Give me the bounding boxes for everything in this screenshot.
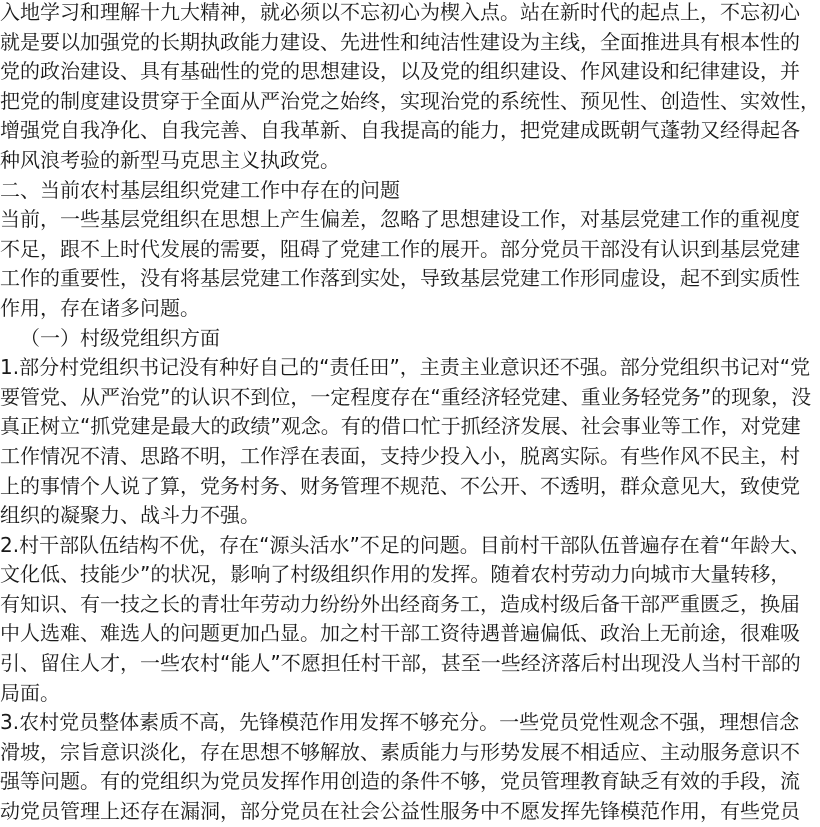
paragraph-line: 2.村干部队伍结构不优，存在“源头活水”不足的问题。目前村干部队伍普遍存在着“年龄大、: [0, 532, 811, 557]
paragraph-line: 不足，跟不上时代发展的需要，阻碍了党建工作的展开。部分党员干部没有认识到基层党建: [0, 236, 800, 261]
paragraph-line: 当前，一些基层党组织在思想上产生偏差，忽略了思想建设工作，对基层党建工作的重视度: [0, 207, 800, 232]
paragraph-line: 真正树立“抓党建是最大的政绩”观念。有的借口忙于抓经济发展、社会事业等工作，对党建: [0, 414, 801, 439]
paragraph-line: 就是要以加强党的长期执政能力建设、先进性和纯洁性建设为主线，全面推进具有根本性的: [0, 29, 800, 54]
paragraph-line: 强等问题。有的党组织为党员发挥作用创造的条件不够，党员管理教育缺乏有效的手段，流: [0, 769, 800, 794]
section-heading: 二、当前农村基层组织党建工作中存在的问题: [0, 177, 400, 202]
paragraph-line: 中人选难、难选人的问题更加凸显。加之村干部工资待遇普遍偏低、政治上无前途，很难吸: [0, 621, 800, 646]
paragraph-line: 引、留住人才，一些农村“能人”不愿担任村干部，甚至一些经济落后村出现没人当村干部的: [0, 651, 801, 676]
paragraph-line: 工作情况不清、思路不明，工作浮在表面，支持少投入小，脱离实际。有些作风不民主，村: [0, 443, 800, 468]
paragraph-line: 1.部分村党组织书记没有种好自己的“责任田”，主责主业意识还不强。部分党组织书记对“党: [0, 355, 811, 380]
paragraph-line: 局面。: [0, 680, 60, 705]
paragraph-line: 作用，存在诸多问题。: [0, 295, 200, 320]
paragraph-line: 把党的制度建设贯穿于全面从严治党之始终，实现治党的系统性、预见性、创造性、实效性，: [0, 88, 820, 113]
paragraph-line: 动党员管理上还存在漏洞，部分党员在社会公益性服务中不愿发挥先锋模范作用，有些党员: [0, 799, 800, 824]
paragraph-line: 种风浪考验的新型马克思主义执政党。: [0, 147, 340, 172]
paragraph-line: 组织的凝聚力、战斗力不强。: [0, 503, 260, 528]
paragraph-line: 文化低、技能少”的状况，影响了村级组织作用的发挥。随着农村劳动力向城市大量转移，: [0, 562, 791, 587]
paragraph-line: 党的政治建设、具有基础性的党的思想建设，以及党的组织建设、作风建设和纪律建设，并: [0, 59, 800, 84]
paragraph-line: 要管党、从严治党”的认识不到位，一定程度存在“重经济轻党建、重业务轻党务”的现象，没: [0, 384, 812, 409]
paragraph-line: 有知识、有一技之长的青壮年劳动力纷纷外出经商务工，造成村级后备干部严重匮乏，换届: [0, 591, 800, 616]
paragraph-line: 增强党自我净化、自我完善、自我革新、自我提高的能力，把党建成既朝气蓬勃又经得起各: [0, 118, 800, 143]
paragraph-line: 入地学习和理解十九大精神，就必须以不忘初心为楔入点。站在新时代的起点上，不忘初心: [0, 0, 800, 24]
subsection-heading: （一）村级党组织方面: [20, 325, 220, 350]
paragraph-line: 3.农村党员整体素质不高，先锋模范作用发挥不够充分。一些党员党性观念不强，理想信念: [0, 710, 800, 735]
paragraph-line: 滑坡，宗旨意识淡化，存在思想不够解放、素质能力与形势发展不相适应、主动服务意识不: [0, 739, 800, 764]
paragraph-line: 工作的重要性，没有将基层党建工作落到实处，导致基层党建工作形同虚设，起不到实质性: [0, 266, 800, 291]
paragraph-line: 上的事情个人说了算，党务村务、财务管理不规范、不公开、不透明，群众意见大，致使党: [0, 473, 800, 498]
